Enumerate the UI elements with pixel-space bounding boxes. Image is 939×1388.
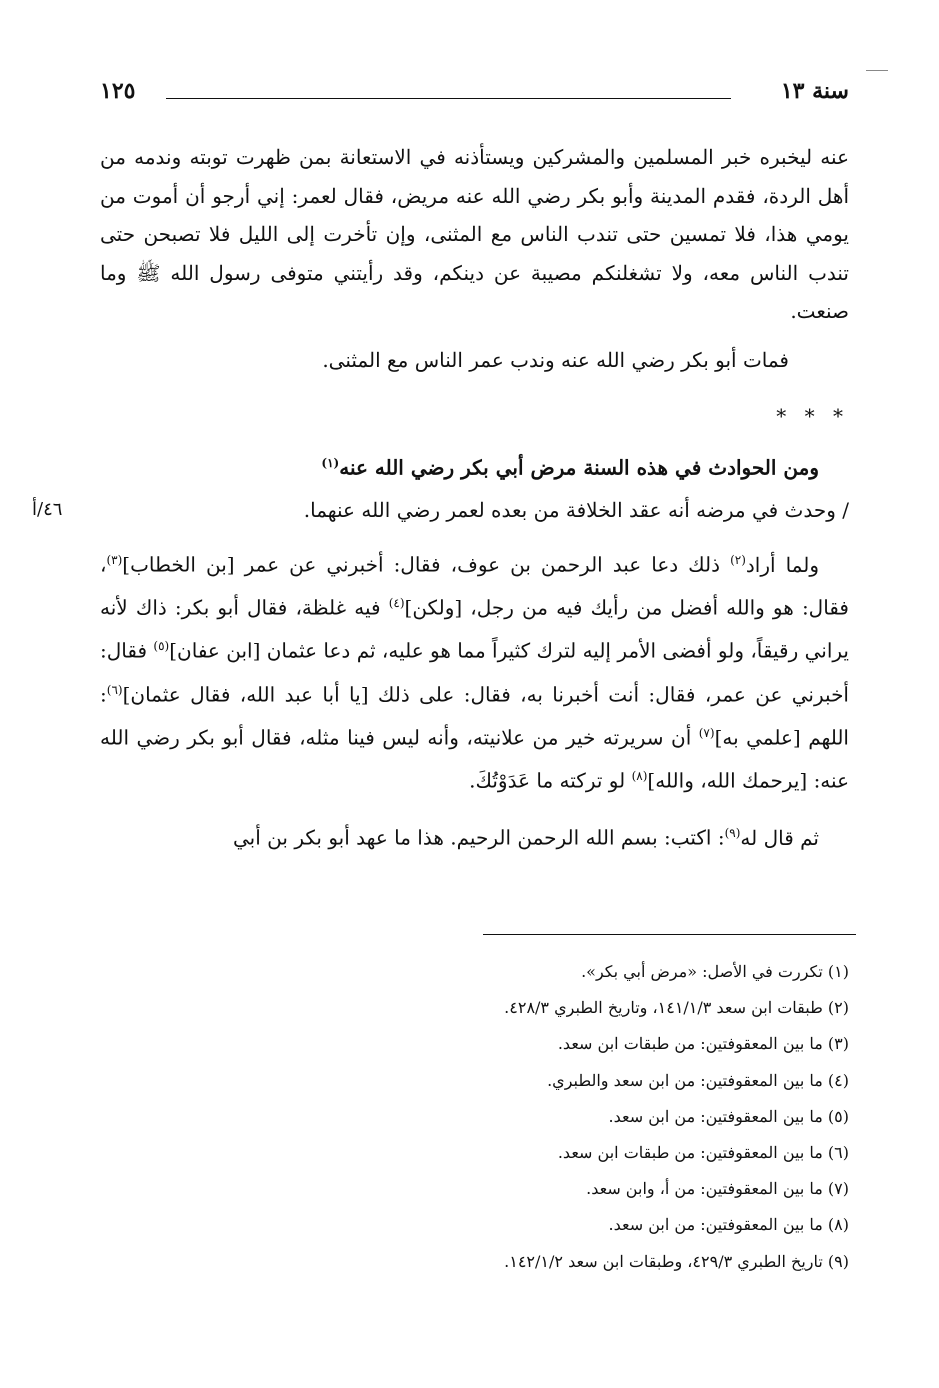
footnote: (٩) تاريخ الطبري ٤٢٩/٣، وطبقات ابن سعد ١٤٢/١/٢. xyxy=(504,1251,849,1271)
footnote-ref: (٨) xyxy=(631,768,648,783)
footnote-ref: (٣) xyxy=(106,553,123,568)
p3-text: فقال: أخبرني عن عمر، فقال: أنت أخبرنا به، فقال: على ذلك [يا أبا عبد الله، فقال عثمان] xyxy=(100,639,849,707)
footnote: (٦) ما بين المعقوفتين: من طبقات ابن سعد. xyxy=(557,1142,849,1162)
footnote-ref: (١) xyxy=(321,455,340,470)
footnote: (٨) ما بين المعقوفتين: من ابن سعد. xyxy=(608,1215,849,1235)
footnote-rule xyxy=(483,934,856,935)
footnote-ref: (٧) xyxy=(698,725,715,740)
footnote-ref: (٦) xyxy=(106,682,123,697)
p3-text: ذلك دعا عبد الرحمن بن عوف، فقال: أخبرني عن عمر [بن الخطاب] xyxy=(122,552,731,577)
section-heading xyxy=(100,445,849,486)
corner-mark xyxy=(866,70,888,71)
paragraph-1: عنه ليخبره خبر المسلمين والمشركين ويستأذنه في الاستعانة بمن ظهرت توبته وندمه من أهل الردة، فقدم المدينة وأبو بكر رضي الله عنه مريض، فقال لعمر: إني أرجو أن أموت من يومي هذا، فلا تمسين حتى تندب الناس مع المثنى، وإن تأخرت إلى الليل فلا تصبحن حتى تندب الناس معه، ولا تشغلنكم مصيبة عن دينكم، وقد رأيتني متوفى رسول الله ﷺ وما صنعت. xyxy=(100,145,849,323)
footnote: (٤) ما بين المعقوفتين: من ابن سعد والطبري. xyxy=(547,1070,849,1090)
manuscript-folio-note: ٤٦/أ xyxy=(32,499,63,521)
footnote: (١) تكررت في الأصل: «مرض أبي بكر». xyxy=(581,962,849,981)
footnote: (٧) ما بين المعقوفتين: من أ، وابن سعد. xyxy=(586,1179,849,1199)
footnote-ref: (٤) xyxy=(388,596,405,611)
section-heading-text: ومن الحوادث في هذه السنة مرض أبي بكر رضي الله عنه xyxy=(339,455,819,480)
page-number: ١٢٥ xyxy=(100,78,136,104)
main-text xyxy=(32,138,849,857)
p4-text: ثم قال له xyxy=(740,825,819,850)
section-separator: * * * xyxy=(776,403,849,428)
p3-text: ولما أراد xyxy=(745,552,819,577)
paragraph-3 xyxy=(100,541,849,800)
margin-line-text: / وحدث في مرضه أنه عقد الخلافة من بعده لعمر رضي الله عنهما. xyxy=(303,498,849,523)
year-label: سنة ١٣ xyxy=(780,78,849,104)
footnote-ref: (٩) xyxy=(724,826,741,841)
margin-line xyxy=(32,493,849,527)
footnote-ref: (٢) xyxy=(730,553,746,568)
p3-text: : اللهم [علمي به] xyxy=(100,682,849,750)
p3-text: لو تركته ما عَدَوْتُكَ. xyxy=(469,768,632,793)
p3-text: ، فقال: هو والله أفضل من رأيك فيه من رجل، [ولكن] xyxy=(100,552,849,620)
p4-text: : اكتب: بسم الله الرحمن الرحيم. هذا ما عهد أبو بكر بن أبي xyxy=(233,825,725,850)
footnote: (٢) طبقات ابن سعد ١٤١/١/٣، وتاريخ الطبري ٤٢٨/٣. xyxy=(504,998,849,1018)
footnote: (٣) ما بين المعقوفتين: من طبقات ابن سعد. xyxy=(557,1034,849,1054)
footnote: (٥) ما بين المعقوفتين: من ابن سعد. xyxy=(608,1106,849,1126)
p3-text: أن سريرته خير من علانيته، وأنه ليس فينا مثله، فقال أبو بكر رضي الله عنه: [يرحمك الله، والله] xyxy=(100,725,849,793)
p3-text: فيه غلظة، فقال أبو بكر: ذاك لأنه يراني رقيقاً، ولو أفضى الأمر إليه لترك كثيراً مما هو عليه، ثم دعا عثمان [ابن عفان] xyxy=(100,595,849,664)
paragraph-2: فمات أبو بكر رضي الله عنه وندب عمر الناس مع المثنى. xyxy=(322,347,789,372)
paragraph-4 xyxy=(100,814,849,857)
footnote-ref: (٥) xyxy=(153,639,170,654)
header-rule xyxy=(166,98,731,99)
footnotes xyxy=(300,958,849,1284)
running-header xyxy=(100,78,849,112)
